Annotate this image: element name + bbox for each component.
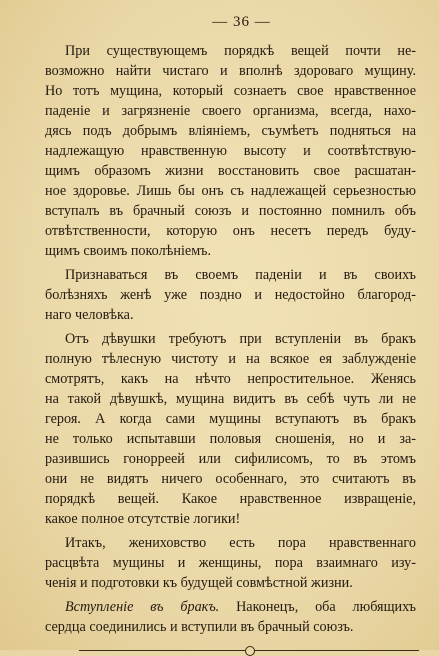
paragraph — [45, 41, 416, 261]
text-line: возможно найти чистаго и вполнѣ здороваго мущину. — [45, 63, 416, 79]
text-line: При существующемъ порядкѣ вещей почти не- — [65, 43, 416, 59]
text-line: Признаваться въ своемъ паденіи и въ своихъ — [65, 267, 416, 283]
text-line: героя. А когда сами мущины вступаютъ въ бракъ — [45, 411, 416, 427]
text-line: на такой дѣвушкѣ, мущина видитъ въ себѣ чуть ли не — [45, 391, 416, 407]
text-line: ное здоровье. Лишь бы онъ съ надлежащей серьезностью — [45, 183, 416, 199]
ornamental-rule — [79, 645, 419, 655]
text-line: надлежащую нравственную высоту и соотвѣтствую- — [45, 143, 416, 159]
text-line: Итакъ, жениховство есть пора нравственнаго — [65, 535, 416, 551]
final-paragraph-line-2: сердца соединились и вступили въ брачный союзъ. — [45, 619, 354, 635]
text-line: наго человѣка. — [45, 307, 134, 323]
text-line: болѣзняхъ женѣ уже поздно и недостойно благород- — [45, 287, 416, 303]
text-line: дясь подъ добрымъ вліяніемъ, съумѣетъ подняться на — [45, 123, 416, 139]
text-line: отвѣтственности, которую онъ несетъ передъ буду- — [45, 223, 416, 239]
final-paragraph — [45, 597, 416, 637]
text-line: расцвѣта мущины и женщины, пора взаимнаго изу- — [45, 555, 416, 571]
text-line: Но тотъ мущина, который сознаетъ свое нравственное — [45, 83, 416, 99]
text-line: щимъ образомъ жизни восстановить свое расшатан- — [45, 163, 416, 179]
text-line: какое полное отсутствіе логики! — [45, 511, 241, 527]
section-heading-inline: Вступленіе въ бракъ. — [65, 599, 220, 615]
text-line: они не видятъ ничего особеннаго, это считаютъ въ — [45, 471, 416, 487]
final-paragraph-line-1: Наконецъ, оба любящихъ — [219, 599, 416, 615]
text-line: щимъ своимъ поколѣніемъ. — [45, 243, 212, 259]
body-text — [45, 41, 416, 593]
rule-ornament-icon — [245, 646, 255, 656]
paragraph — [45, 329, 416, 529]
text-line: полную тѣлесную чистоту и на всякое ея заблужденіе — [45, 351, 416, 367]
paragraph — [45, 533, 416, 593]
text-line: не только испытавши половыя сношенія, но и за- — [45, 431, 416, 447]
paragraph — [45, 265, 416, 325]
text-line: паденіе и загрязненіе своего организма, всегда, нахо- — [45, 103, 416, 119]
text-line: ченія и подготовки къ будущей совмѣстной жизни. — [45, 575, 353, 591]
text-line: смотрятъ, какъ на нѣчто непростительное. Женясь — [45, 371, 416, 387]
text-line: вступалъ въ брачный союзъ и постоянно помнилъ объ — [45, 203, 416, 219]
text-line: разившись гонорреей или сифилисомъ, то въ этомъ — [45, 451, 416, 467]
text-line: Отъ дѣвушки требуютъ при вступленіи въ бракъ — [65, 331, 416, 347]
text-line: порядкѣ вещей. Какое нравственное извращеніе, — [45, 491, 416, 507]
page-number: — 36 — — [212, 14, 271, 30]
